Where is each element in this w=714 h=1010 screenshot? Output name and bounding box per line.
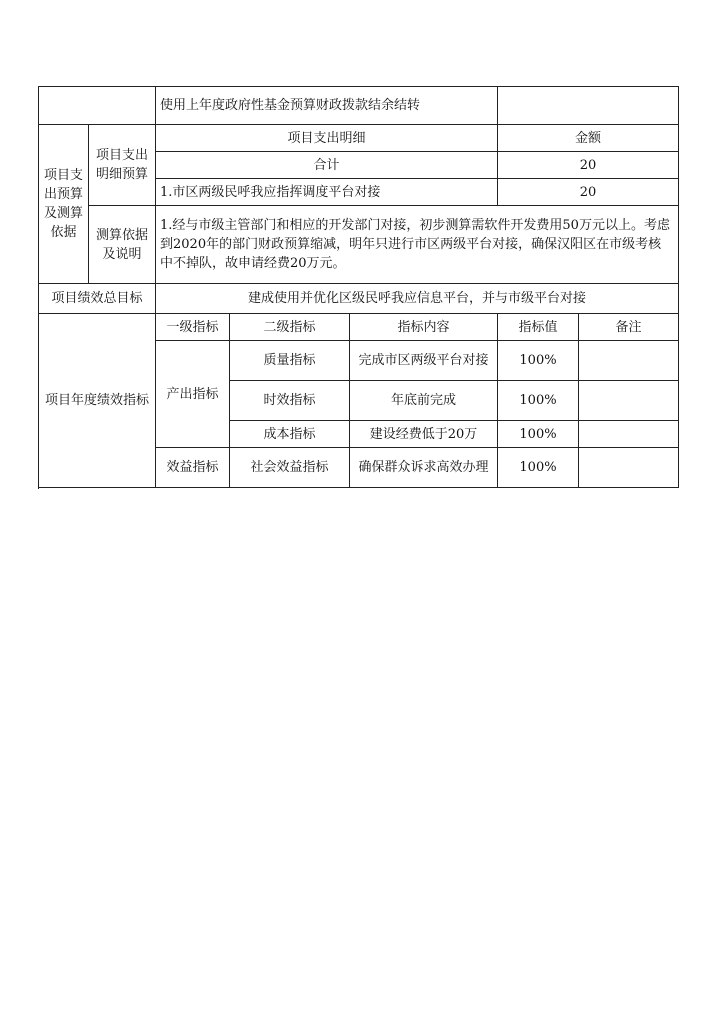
basis-label: 测算依据及说明 xyxy=(89,206,156,284)
indicator-remark xyxy=(579,421,679,448)
indicator-level2: 质量指标 xyxy=(230,341,350,381)
detail-budget-label: 项目支出明细预算 xyxy=(89,125,156,206)
goal-row xyxy=(39,284,679,314)
indicator-level2: 社会效益指标 xyxy=(230,448,350,488)
indicator-header-row xyxy=(39,314,679,341)
level2-header: 二级指标 xyxy=(230,314,350,341)
indicator-remark xyxy=(579,341,679,381)
content-header: 指标内容 xyxy=(350,314,498,341)
amount-header: 金额 xyxy=(498,125,679,152)
goal-text: 建成使用并优化区级民呼我应信息平台，并与市级平台对接 xyxy=(156,284,679,314)
budget-amount: 20 xyxy=(498,179,679,206)
indicator-content: 完成市区两级平台对接 xyxy=(350,341,498,381)
level1-header: 一级指标 xyxy=(156,314,230,341)
indicator-content: 建设经费低于20万 xyxy=(350,421,498,448)
output-indicator-label: 产出指标 xyxy=(156,341,230,448)
indicator-value: 100% xyxy=(498,448,579,488)
goal-label: 项目绩效总目标 xyxy=(39,284,156,314)
indicator-value: 100% xyxy=(498,341,579,381)
detail-header: 项目支出明细 xyxy=(156,125,498,152)
indicator-value: 100% xyxy=(498,421,579,448)
project-budget-table xyxy=(38,86,679,488)
basis-row xyxy=(39,206,679,284)
project-budget-sheet xyxy=(38,86,678,488)
indicator-content: 年底前完成 xyxy=(350,381,498,421)
funding-source-text: 使用上年度政府性基金预算财政拨款结余结转 xyxy=(156,87,498,125)
indicator-level2: 成本指标 xyxy=(230,421,350,448)
budget-header-row xyxy=(39,125,679,152)
benefit-indicator-label: 效益指标 xyxy=(156,448,230,488)
indicator-content: 确保群众诉求高效办理 xyxy=(350,448,498,488)
budget-section-label: 项目支出预算及测算依据 xyxy=(39,125,89,284)
indicator-remark xyxy=(579,381,679,421)
indicator-label: 项目年度绩效指标 xyxy=(39,314,156,488)
indicator-value: 100% xyxy=(498,381,579,421)
indicator-remark xyxy=(579,448,679,488)
budget-amount: 20 xyxy=(498,152,679,179)
budget-item: 1.市区两级民呼我应指挥调度平台对接 xyxy=(156,179,498,206)
budget-item: 合计 xyxy=(156,152,498,179)
remark-header: 备注 xyxy=(579,314,679,341)
funding-source-row xyxy=(39,87,679,125)
value-header: 指标值 xyxy=(498,314,579,341)
empty-cell xyxy=(39,87,156,125)
empty-cell xyxy=(498,87,679,125)
indicator-level2: 时效指标 xyxy=(230,381,350,421)
basis-text: 1.经与市级主管部门和相应的开发部门对接，初步测算需软件开发费用50万元以上。考虑到2020年的部门财政预算缩减，明年只进行市区两级平台对接，确保汉阳区在市级考核中不掉队，故申请经费20万元。 xyxy=(156,206,679,284)
